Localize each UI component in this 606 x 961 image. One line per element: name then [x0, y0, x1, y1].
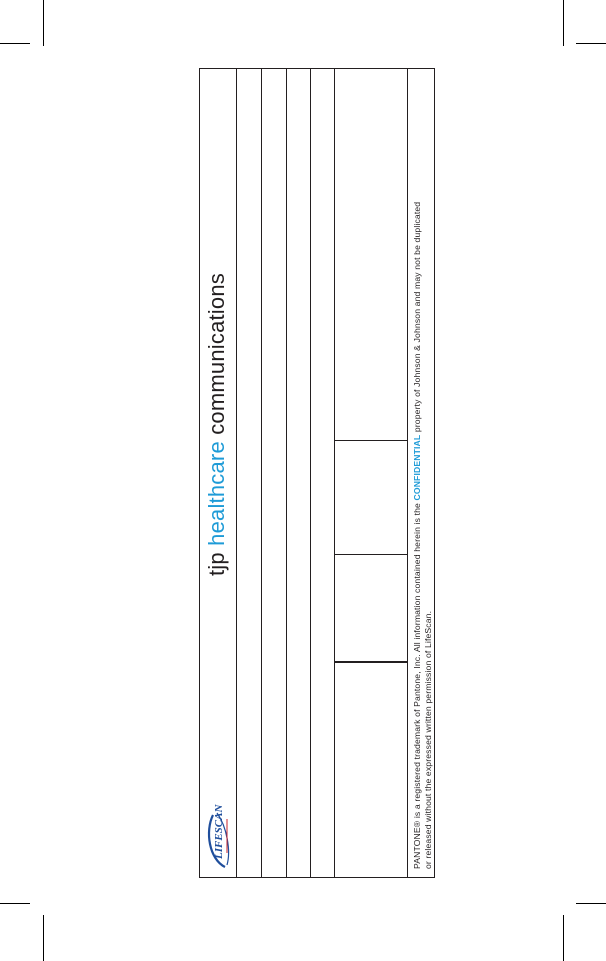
crop-mark [563, 915, 564, 961]
blank-row [236, 69, 262, 877]
blank-row [286, 69, 311, 877]
crop-mark [43, 0, 44, 46]
column-divider [334, 440, 407, 441]
agency-brand [204, 273, 230, 576]
crop-mark [0, 43, 30, 44]
blank-row [261, 69, 287, 877]
blank-row [310, 69, 335, 877]
crop-mark [576, 903, 606, 904]
legal-line-1: PANTONE® is a registered trademark of Pantone, Inc. All information contained herein is the CONFIDENTIAL property of Johnson & Johnson and may not be duplicated [412, 201, 422, 869]
crop-mark [43, 915, 44, 961]
confidential-label: CONFIDENTIAL [412, 434, 422, 501]
brand-accent: healthcare [204, 441, 229, 546]
lifescan-logo [203, 797, 233, 871]
legal-row [407, 69, 436, 877]
legal-line-2: or released without the expressed written permission of LifeScan. [423, 610, 433, 869]
brand-suffix: communications [204, 273, 229, 442]
brand-prefix: tjp [204, 545, 229, 576]
crop-mark [0, 903, 30, 904]
crop-mark [576, 43, 606, 44]
approval-sheet [199, 68, 435, 878]
svg-text:LIFESCAN: LIFESCAN [213, 804, 225, 859]
legal-notice [412, 202, 434, 869]
header-row [200, 69, 237, 877]
column-divider [334, 554, 407, 555]
signature-row [334, 69, 408, 877]
crop-mark [563, 0, 564, 46]
signature-marker [334, 661, 407, 663]
